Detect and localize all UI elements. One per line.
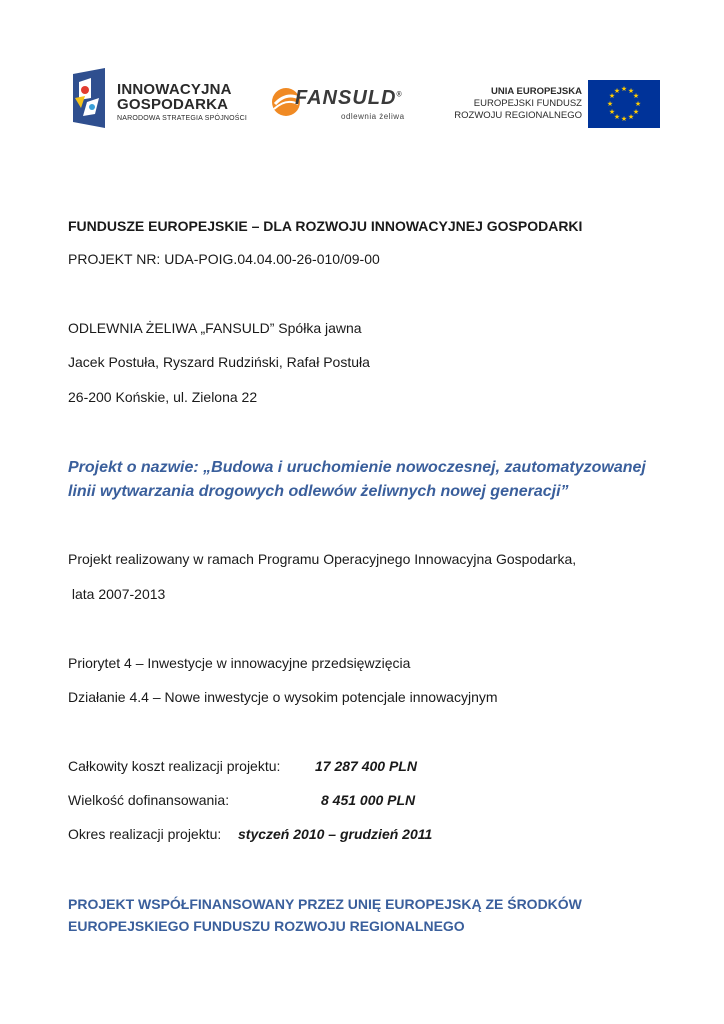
programme-years: lata 2007-2013 [68,586,166,602]
eu-line-2: EUROPEJSKI FUNDUSZ [473,98,582,109]
svg-text:★: ★ [613,113,621,121]
fansuld-subtitle: odlewnia żeliwa [341,112,405,121]
svg-text:★: ★ [634,100,642,108]
heading-funds: FUNDUSZE EUROPEJSKIE – DLA ROZWOJU INNOWACYJNEJ GOSPODARKI [68,218,583,234]
funding-value: 8 451 000 PLN [321,792,416,808]
svg-text:★: ★ [606,100,614,108]
fansuld-logo [271,82,431,126]
funding-label: Wielkość dofinansowania: [68,792,230,808]
svg-text:★: ★ [632,92,640,100]
priority-text: Priorytet 4 – Inwestycje w innowacyjne przedsięwzięcia [68,655,411,671]
svg-text:★: ★ [620,115,628,123]
svg-text:★: ★ [627,113,635,121]
logo-line-innowacyjna: INNOWACYJNA [117,81,232,98]
eu-line-3: ROZWOJU REGIONALNEGO [454,110,582,121]
svg-text:★: ★ [620,85,628,93]
company-address: 26-200 Końskie, ul. Zielona 22 [68,389,258,405]
total-cost-value: 17 287 400 PLN [315,758,417,774]
eu-line-1: UNIA EUROPEJSKA [491,86,582,97]
innowacyjna-gospodarka-logo [69,68,259,128]
logo-bar [0,66,724,136]
company-owners: Jacek Postuła, Ryszard Rudziński, Rafał Postuła [68,354,370,370]
period-value: styczeń 2010 – grudzień 2011 [238,826,433,842]
fansuld-word: FANSULD [295,87,397,109]
eu-flag-icon [588,80,660,128]
svg-text:★: ★ [627,87,635,95]
project-number: PROJEKT NR: UDA-POIG.04.04.00-26-010/09-00 [68,251,380,267]
logo-subtitle: NARODOWA STRATEGIA SPÓJNOŚCI [117,115,248,122]
programme-text: Projekt realizowany w ramach Programu Operacyjnego Innowacyjna Gospodarka, [68,551,577,567]
svg-text:★: ★ [608,108,616,116]
action-text: Działanie 4.4 – Nowe inwestycje o wysokim potencjale innowacyjnym [68,689,498,705]
company-name: ODLEWNIA ŻELIWA „FANSULD” Spółka jawna [68,320,362,336]
logo-line-gospodarka: GOSPODARKA [117,96,229,113]
fansuld-wordmark [295,87,403,110]
cofinancing-footer: PROJEKT WSPÓŁFINANSOWANY PRZEZ UNIĘ EUROPEJSKĄ ZE ŚRODKÓW EUROPEJSKIEGO FUNDUSZU ROZWOJU REGIONALNEGO [68,896,582,934]
innowacyjna-gospodarka-emblem-icon [69,68,113,128]
svg-text:★: ★ [632,108,640,116]
eu-logo-text [452,86,582,122]
fansuld-reg: ® [396,91,403,99]
total-cost-label: Całkowity koszt realizacji projektu: [68,758,281,774]
svg-text:★: ★ [613,87,621,95]
period-label: Okres realizacji projektu: [68,826,222,842]
project-title: Projekt o nazwie: „Budowa i uruchomienie nowoczesnej, zautomatyzowanej linii wytwarzania drogowych odlewów żeliwnych nowej generacji” [68,459,646,500]
svg-text:★: ★ [608,92,616,100]
